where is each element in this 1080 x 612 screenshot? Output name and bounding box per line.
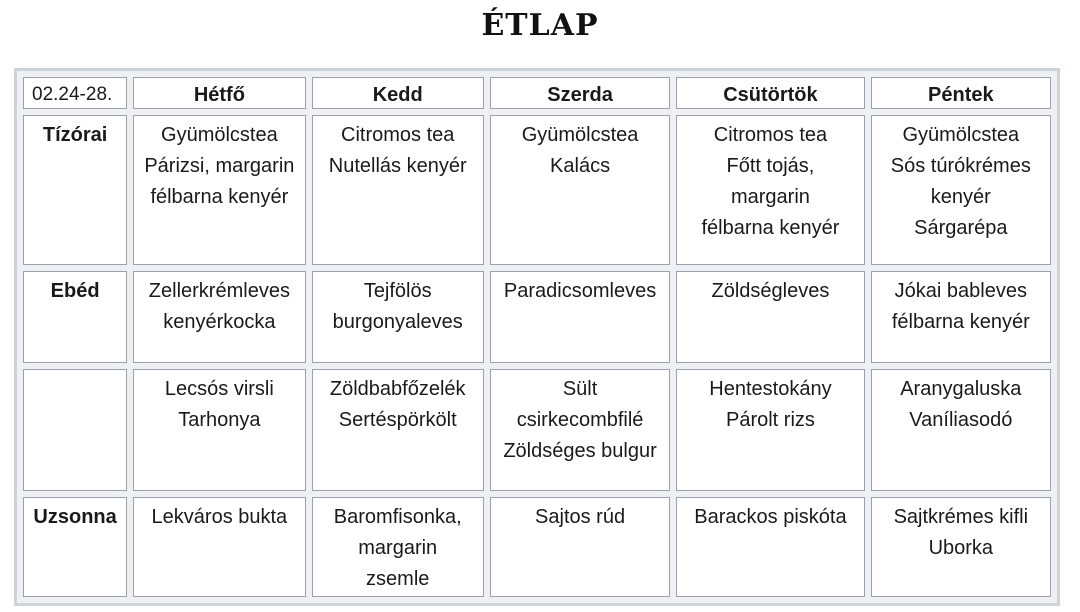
menu-item-line: Zöldségleves (711, 280, 830, 302)
menu-item-line: margarin (730, 186, 810, 208)
menu-item-line: Párizsi, margarin (144, 155, 295, 177)
header-row (23, 77, 1051, 109)
menu-item-line: félbarna kenyér (150, 186, 289, 208)
menu-cell (133, 369, 305, 491)
day-header-friday: Péntek (871, 77, 1051, 109)
menu-cell (312, 271, 484, 363)
menu-item-line: Zellerkrémleves (148, 280, 290, 302)
menu-item-line: félbarna kenyér (701, 217, 840, 239)
menu-item-line: Párolt rizs (725, 409, 815, 431)
menu-item-line: burgonyaleves (332, 311, 463, 333)
menu-item-line: Gyümölcstea (902, 124, 1020, 146)
menu-item-line: margarin (358, 537, 438, 559)
menu-cell (133, 271, 305, 363)
day-header-thursday: Csütörtök (676, 77, 864, 109)
menu-item-line: Paradicsomleves (503, 280, 657, 302)
page-title: ÉTLAP (481, 8, 599, 43)
menu-cell (676, 369, 864, 491)
menu-cell (312, 115, 484, 265)
menu-item-line: Gyümölcstea (161, 124, 278, 146)
menu-item-line: Sajtos rúd (535, 506, 626, 528)
meal-row-ebed-main (23, 369, 1051, 491)
menu-cell (871, 271, 1051, 363)
menu-item-line: Lekváros bukta (151, 506, 288, 528)
menu-cell (490, 497, 670, 597)
menu-cell (676, 497, 864, 597)
day-header-monday: Hétfő (133, 77, 305, 109)
meal-row-uzsonna (23, 497, 1051, 597)
row-label-uzsonna: Uzsonna (23, 497, 127, 597)
menu-table-frame (14, 68, 1060, 606)
day-header-tuesday: Kedd (312, 77, 484, 109)
menu-item-line: Nutellás kenyér (328, 155, 467, 177)
menu-cell (312, 369, 484, 491)
menu-item-line: kenyér (930, 186, 991, 208)
menu-cell (312, 497, 484, 597)
menu-item-line: Sült (562, 378, 598, 400)
meal-row-tizorai (23, 115, 1051, 265)
menu-item-line: csirkecombfilé (516, 409, 644, 431)
menu-item-line: zsemle (366, 568, 430, 590)
date-range-cell: 02.24-28. (23, 77, 127, 109)
menu-table (17, 71, 1057, 603)
menu-cell (490, 115, 670, 265)
menu-cell (490, 271, 670, 363)
menu-cell (871, 497, 1051, 597)
day-header-wednesday: Szerda (490, 77, 670, 109)
menu-item-line: Baromfisonka, (333, 506, 462, 528)
menu-item-line: Uborka (928, 537, 994, 559)
menu-cell (871, 115, 1051, 265)
menu-item-line: Lecsós virsli (164, 378, 274, 400)
menu-item-line: Tarhonya (178, 409, 261, 431)
menu-item-line: Citromos tea (713, 124, 828, 146)
menu-item-line: Aranygaluska (900, 378, 1022, 400)
menu-item-line: Citromos tea (341, 124, 455, 146)
menu-cell (490, 369, 670, 491)
menu-item-line: Főtt tojás, (726, 155, 815, 177)
menu-item-line: Sós túrókrémes (890, 155, 1031, 177)
menu-item-line: Tejfölös (363, 280, 432, 302)
menu-item-line: Jókai bableves (894, 280, 1027, 302)
row-label-empty (23, 369, 127, 491)
menu-item-line: Sertéspörkölt (338, 409, 457, 431)
meal-row-ebed (23, 271, 1051, 363)
menu-item-line: Zöldséges bulgur (503, 440, 657, 462)
menu-item-line: kenyérkocka (163, 311, 276, 333)
menu-cell (133, 115, 305, 265)
menu-item-line: Kalács (550, 155, 611, 177)
row-label-ebed: Ebéd (23, 271, 127, 363)
menu-item-line: félbarna kenyér (891, 311, 1030, 333)
menu-item-line: Sajtkrémes kifli (893, 506, 1029, 528)
menu-item-line: Hentestokány (709, 378, 832, 400)
menu-cell (676, 271, 864, 363)
menu-item-line: Zöldbabfőzelék (329, 378, 466, 400)
row-label-tizorai: Tízórai (23, 115, 127, 265)
menu-item-line: Gyümölcstea (521, 124, 639, 146)
menu-cell (133, 497, 305, 597)
menu-item-line: Barackos piskóta (694, 506, 847, 528)
menu-item-line: Vaníliasodó (909, 409, 1013, 431)
menu-item-line: Sárgarépa (914, 217, 1008, 239)
menu-cell (871, 369, 1051, 491)
menu-cell (676, 115, 864, 265)
